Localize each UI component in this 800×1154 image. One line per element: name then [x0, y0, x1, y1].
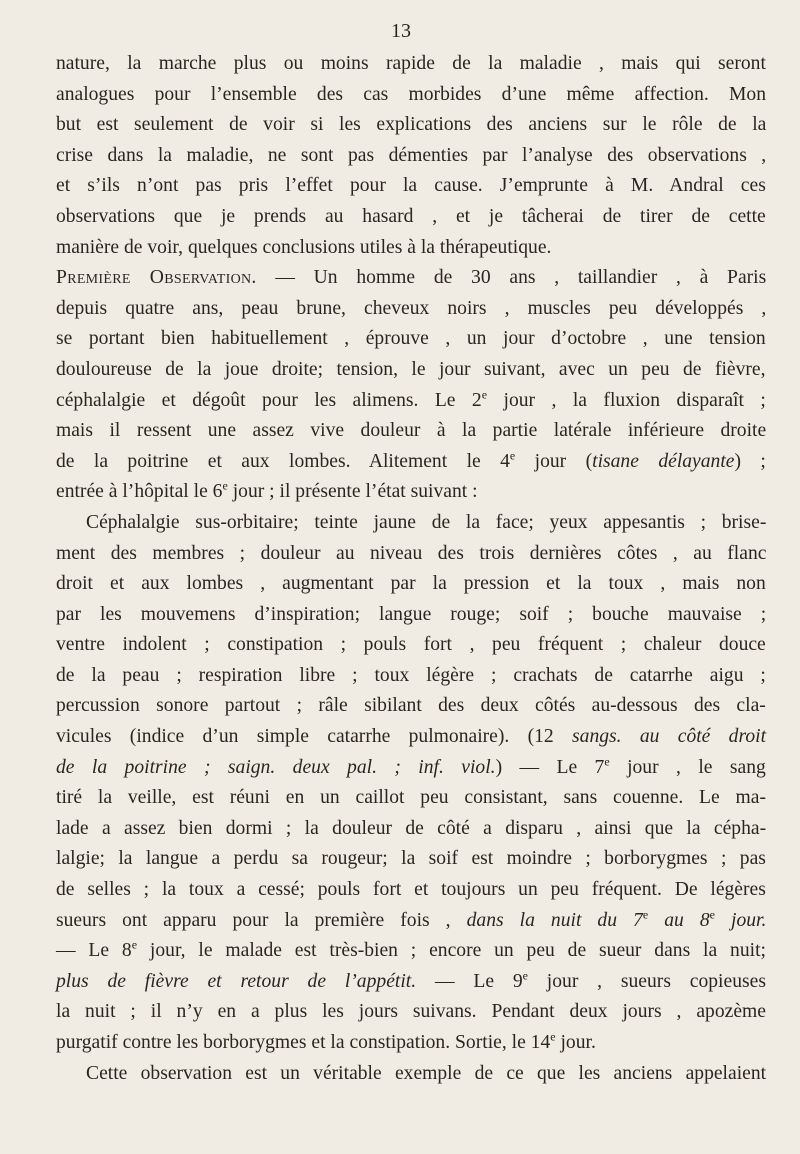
- text-line: mais il ressent une assez vive douleur à la partie latérale inférieure droite: [56, 420, 767, 442]
- page-number: 13: [391, 20, 411, 42]
- text-line: de la peau ; respiration libre ; toux légère ; crachats de catarrhe aigu ;: [56, 664, 766, 686]
- text-line: et s’ils n’ont pas pris l’effet pour la cause. J’emprunte à M. Andral ces: [56, 175, 766, 197]
- text-line: depuis quatre ans, peau brune, cheveux noirs , muscles peu développés ,: [56, 297, 767, 319]
- text-line: de selles ; la toux a cessé; pouls fort et toujours un peu fréquent. De légères: [56, 879, 766, 901]
- text-line: Cette observation est un véritable exemple de ce que les anciens appelaient: [86, 1062, 767, 1084]
- text-line: douloureuse de la joue droite; tension, le jour suivant, avec un peu de fièvre,: [56, 358, 766, 380]
- text-line: plus de fièvre et retour de l’appétit. — Le 9e jour , sueurs copieuses: [56, 968, 766, 992]
- text-line: tiré la veille, est réuni en un caillot peu consistant, sans couenne. Le ma-: [56, 787, 766, 809]
- body-text: [56, 49, 766, 1089]
- text-line: purgatif contre les borborygmes et la constipation. Sortie, le 14e jour.: [56, 1029, 596, 1053]
- text-line: observations que je prends au hasard , et je tâcherai de tirer de cette: [56, 205, 766, 227]
- text-line: ventre indolent ; constipation ; pouls fort , peu fréquent ; chaleur douce: [56, 634, 766, 656]
- text-line: crise dans la maladie, ne sont pas démenties par l’analyse des observations ,: [56, 144, 767, 166]
- text-line: — Le 8e jour, le malade est très-bien ; encore un peu de sueur dans la nuit;: [56, 937, 766, 962]
- text-line: céphalalgie et dégoût pour les alimens. Le 2e jour , la fluxion disparaît ;: [56, 387, 766, 411]
- text-line: but est seulement de voir si les explications des anciens sur le rôle de la: [56, 114, 767, 136]
- text-line: lalgie; la langue a perdu sa rougeur; la soif est moindre ; borborygmes ; pas: [56, 848, 766, 870]
- text-line: de la poitrine ; saign. deux pal. ; inf. viol.) — Le 7e jour , le sang: [56, 754, 766, 778]
- text-line: entrée à l’hôpital le 6e jour ; il présente l’état suivant :: [56, 478, 478, 503]
- text-line: vicules (indice d’un simple catarrhe pulmonaire). (12 sangs. au côté droit: [56, 726, 767, 748]
- text-line: de la poitrine et aux lombes. Alitement le 4e jour (tisane délayante) ;: [56, 448, 766, 472]
- text-line: analogues pour l’ensemble des cas morbides d’une même affection. Mon: [56, 83, 767, 105]
- text-line: se portant bien habituellement , éprouve , un jour d’octobre , une tension: [56, 328, 766, 350]
- text-line: Céphalalgie sus-orbitaire; teinte jaune de la face; yeux appesantis ; brise-: [86, 511, 767, 533]
- observation-heading-line: Première Observation. — Un homme de 30 ans , taillandier , à Paris: [56, 267, 767, 289]
- text-line: la nuit ; il n’y en a plus les jours suivans. Pendant deux jours , apozème: [56, 1001, 766, 1023]
- text-line: nature, la marche plus ou moins rapide de la maladie , mais qui seront: [56, 53, 766, 74]
- text-line: percussion sonore partout ; râle sibilant des deux côtés au-dessous des cla-: [56, 695, 766, 717]
- observation-heading: Première Observation.: [56, 267, 257, 289]
- text-line: lade a assez bien dormi ; la douleur de côté a disparu , ainsi que la cépha-: [56, 817, 767, 839]
- text-line: manière de voir, quelques conclusions utiles à la thérapeutique.: [56, 236, 552, 258]
- text-line: par les mouvemens d’inspiration; langue rouge; soif ; bouche mauvaise ;: [56, 603, 767, 625]
- text-line: droit et aux lombes , augmentant par la pression et la toux , mais non: [56, 573, 766, 595]
- text-line: ment des membres ; douleur au niveau des trois dernières côtes , au flanc: [56, 542, 767, 564]
- text-line: sueurs ont apparu pour la première fois , dans la nuit du 7e au 8e jour.: [56, 907, 767, 931]
